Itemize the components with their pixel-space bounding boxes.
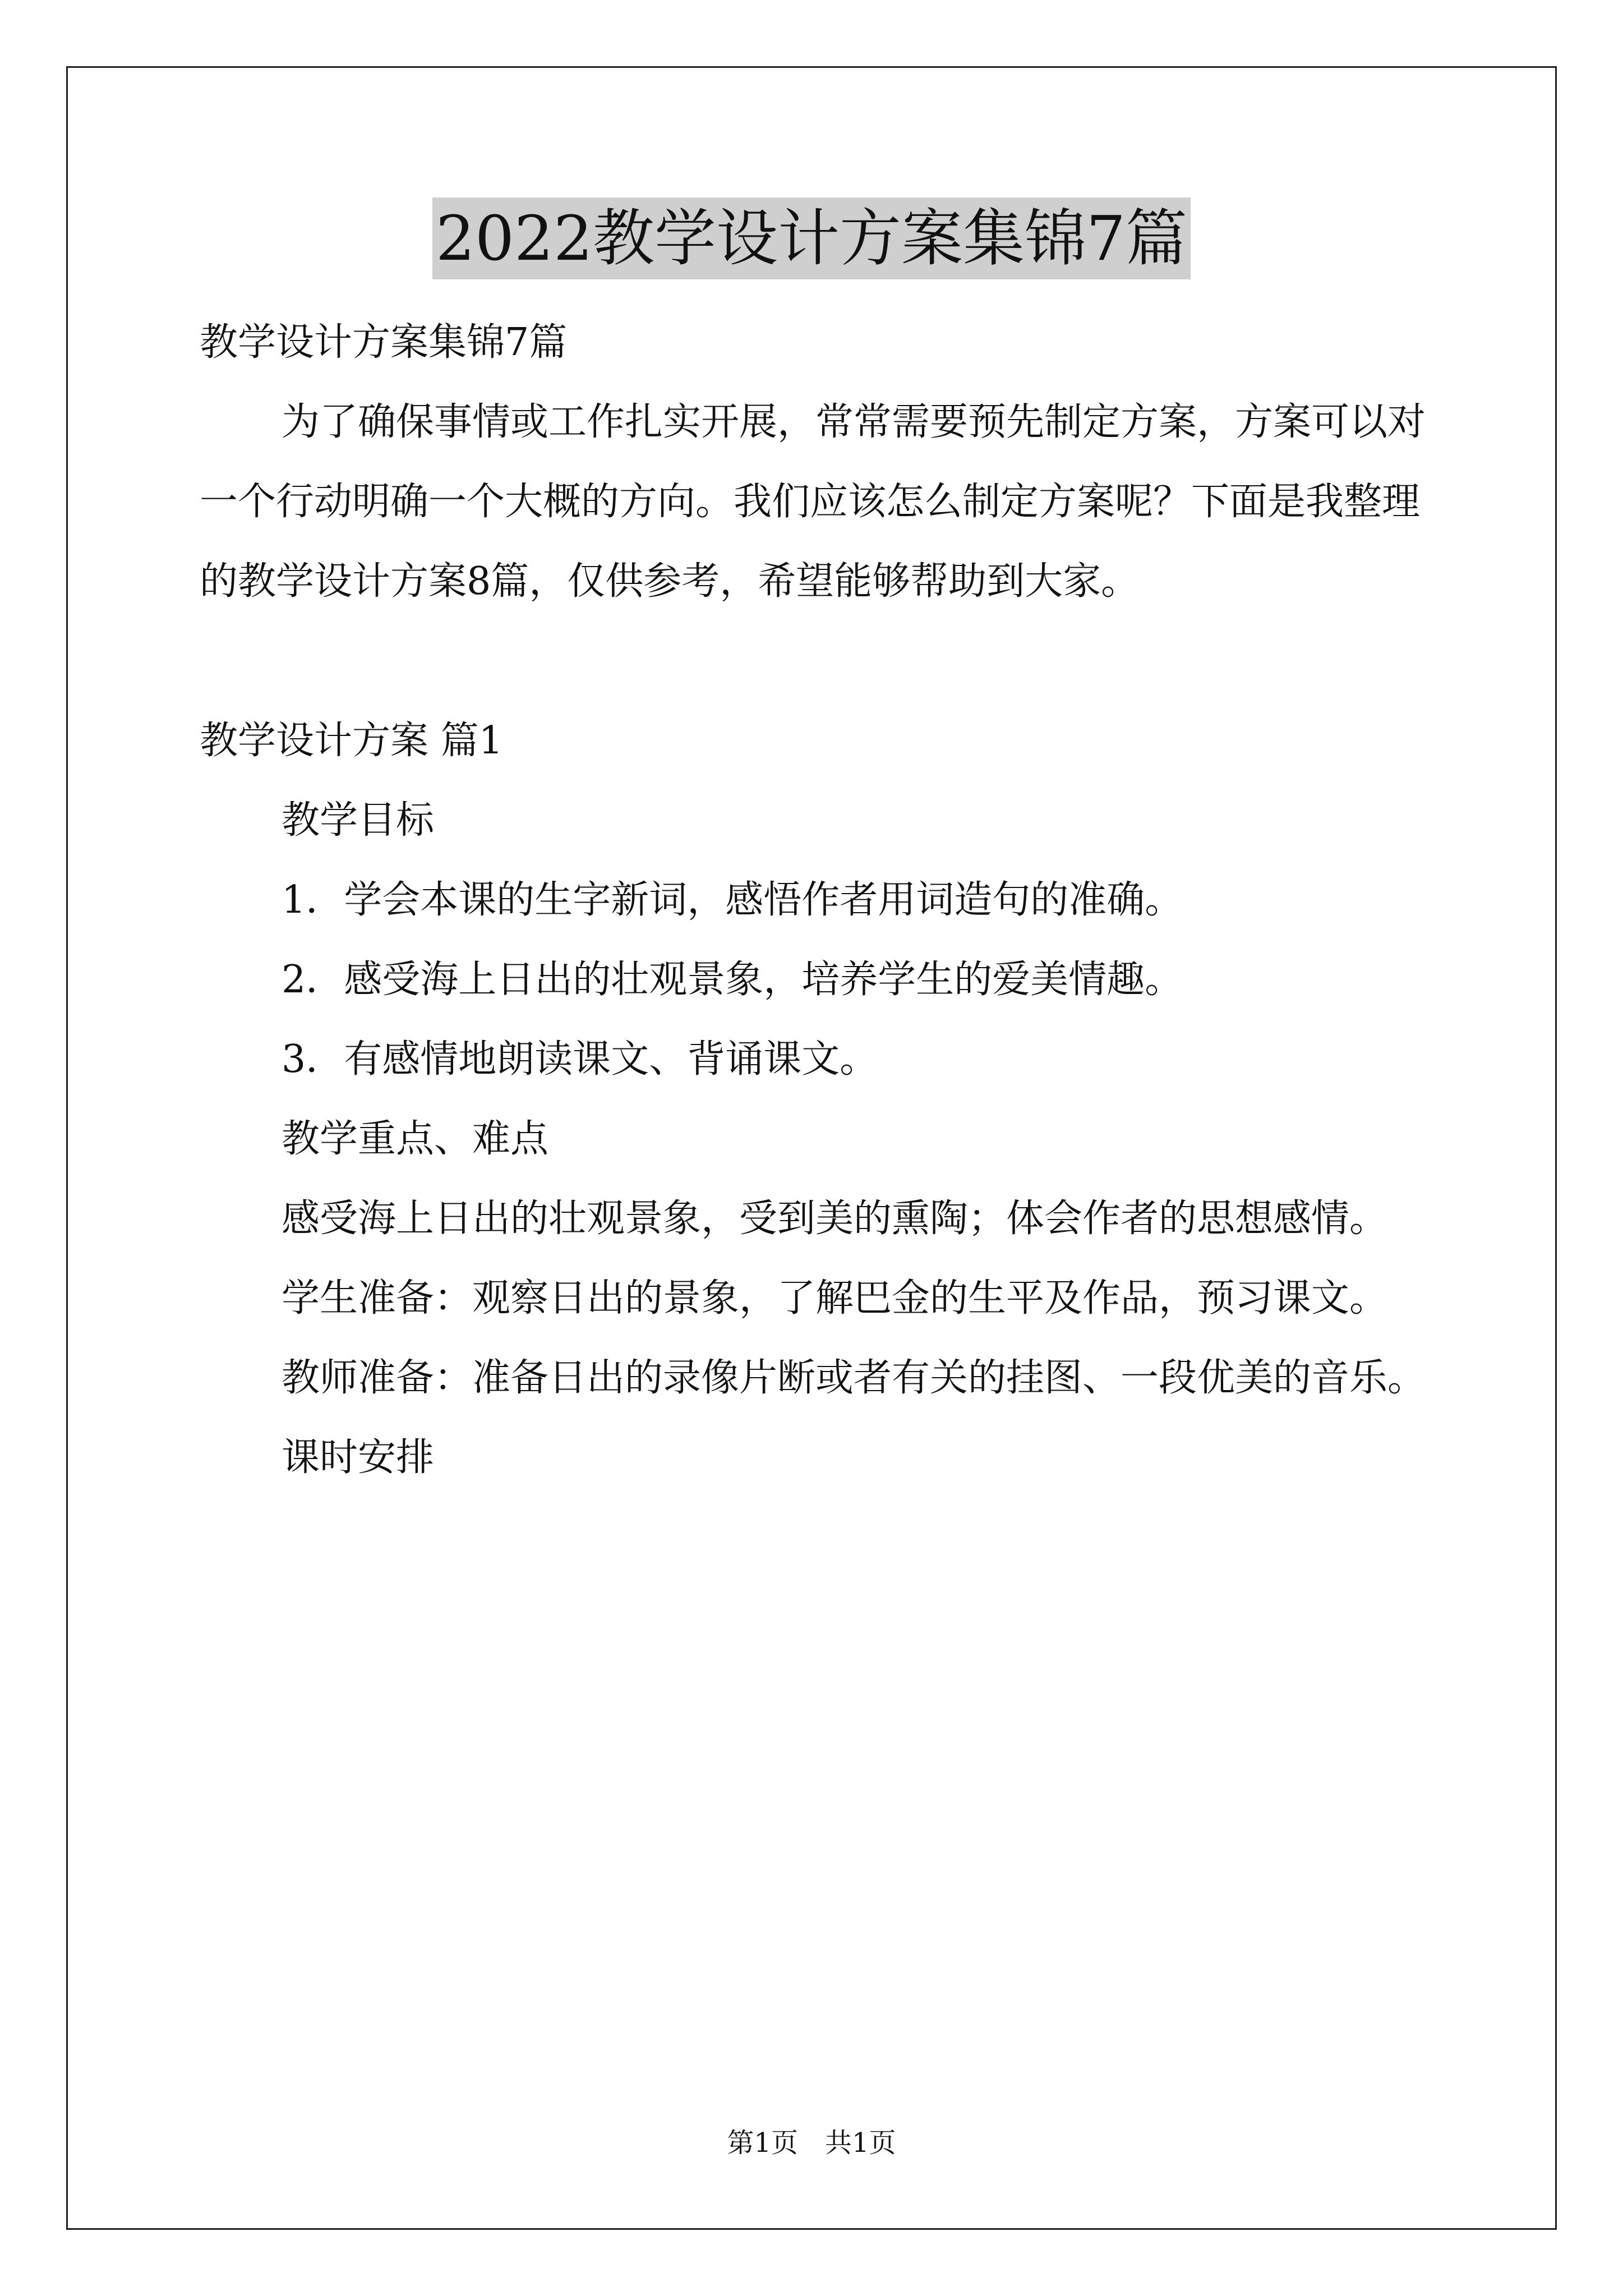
objective-item: 2．感受海上日出的壮观景象，培养学生的爱美情趣。 [282, 958, 1183, 1002]
objectives-heading: 教学目标 [282, 798, 435, 843]
page-number: 第1页 [727, 2127, 798, 2159]
page-total: 共1页 [825, 2127, 896, 2159]
intro-paragraph: 为了确保事情或工作扎实开展，常常需要预先制定方案，方案可以对一个行动明确一个大概的方向。我们应该怎么制定方案呢？下面是我整理的教学设计方案8篇，仅供参考，希望能够帮助到大家。 [200, 400, 1426, 604]
page-footer [0, 2126, 1623, 2160]
document-body [200, 303, 1439, 1498]
key-points-text: 感受海上日出的壮观景象，受到美的熏陶；体会作者的思想感情。 [282, 1197, 1388, 1241]
document-subtitle: 教学设计方案集锦7篇 [200, 320, 568, 365]
section-heading: 教学设计方案 篇1 [200, 719, 503, 763]
teacher-preparation: 教师准备：准备日出的录像片断或者有关的挂图、一段优美的音乐。 [282, 1356, 1426, 1400]
objective-item: 1．学会本课的生字新词，感悟作者用词造句的准确。 [282, 878, 1183, 922]
title-container [0, 197, 1623, 279]
objective-item: 3．有感情地朗读课文、背诵课文。 [282, 1037, 878, 1082]
student-preparation: 学生准备：观察日出的景象，了解巴金的生平及作品，预习课文。 [282, 1276, 1388, 1320]
schedule-heading: 课时安排 [282, 1435, 435, 1480]
document-title: 2022教学设计方案集锦7篇 [432, 197, 1191, 279]
key-points-heading: 教学重点、难点 [282, 1117, 549, 1161]
